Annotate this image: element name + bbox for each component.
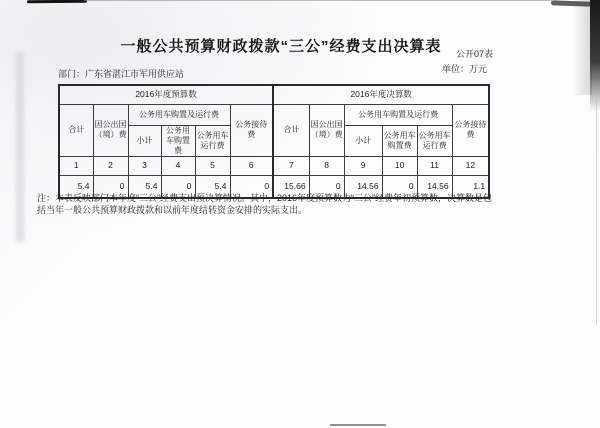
value-budget-vehicle-purchase: 0 (161, 175, 195, 198)
budget-header-vehicle-purchase: 公务用车购置费 (161, 125, 195, 156)
footnote-line-2: 括当年一般公共预算财政拨款和以前年度结转资金安排的实际支出。 (37, 205, 308, 215)
table-row-column-numbers (59, 156, 489, 175)
final-header-total: 合计 (273, 104, 309, 156)
final-header-vehicle-operation: 公务用车运行费 (417, 125, 452, 156)
scan-artifact-right-shadow (572, 0, 592, 95)
department-label: 部门：广东省湛江市军用供应站 (58, 69, 185, 79)
final-header-vehicle-group: 公务用车购置及运行费 (344, 104, 452, 125)
scan-artifact-top-mark (27, 0, 87, 3)
value-final-vehicle-subtotal: 14.56 (344, 175, 382, 198)
column-number: 6 (230, 156, 273, 175)
column-number: 10 (382, 156, 417, 175)
final-header-vehicle-subtotal: 小计 (344, 125, 382, 156)
year-header-budget: 2016年度预算数 (59, 85, 273, 104)
value-final-vehicle-operation: 14.56 (417, 175, 452, 198)
scan-artifact-bottom-line (330, 424, 386, 426)
column-number: 5 (195, 156, 230, 175)
table-footnote (37, 192, 572, 216)
scan-artifact-right-hairline (596, 95, 597, 325)
budget-header-vehicle-group: 公务用车购置及运行费 (128, 104, 230, 125)
table-row-year-headers (59, 85, 489, 104)
column-number: 1 (59, 156, 93, 175)
value-final-vehicle-purchase: 0 (382, 175, 417, 198)
budget-header-abroad: 因公出国（境）费 (93, 104, 128, 156)
column-number: 12 (452, 156, 489, 175)
value-final-reception: 1.1 (452, 175, 489, 198)
final-header-abroad: 因公出国（境）费 (309, 104, 344, 156)
budget-header-vehicle-subtotal: 小计 (128, 125, 161, 156)
final-header-reception: 公务接待费 (452, 104, 489, 156)
budget-header-vehicle-operation: 公务用车运行费 (195, 125, 230, 156)
document-title: 一般公共预算财政拨款“三公”经费支出决算表 (120, 38, 442, 55)
table-row-group-headers (59, 104, 489, 125)
value-budget-reception: 0 (230, 175, 273, 198)
column-number: 4 (161, 156, 195, 175)
column-number: 2 (93, 156, 128, 175)
final-header-vehicle-purchase: 公务用车购置费 (382, 125, 417, 156)
value-budget-abroad: 0 (93, 175, 128, 198)
year-header-final: 2016年度决算数 (273, 85, 489, 104)
form-code-label: 公开07表 (455, 49, 493, 59)
unit-label: 单位：万元 (441, 64, 487, 74)
budget-header-reception: 公务接待费 (230, 104, 273, 156)
value-final-total: 15.66 (273, 175, 309, 198)
column-number: 3 (128, 156, 161, 175)
footnote-line-1: 注：本表反映部门本年度“三公”经费支出预决算情况。其中，2016年度预算数为“三公”经费年初预算数，决算数是包 (37, 193, 493, 203)
scan-artifact-right-strip (590, 0, 600, 112)
scan-artifact-left-streak (16, 52, 24, 242)
column-number: 7 (273, 156, 309, 175)
value-budget-vehicle-operation: 5.4 (195, 175, 230, 198)
column-number: 9 (344, 156, 382, 175)
budget-header-total: 合计 (59, 104, 93, 156)
scan-artifact-top-line (84, 0, 552, 1)
value-final-abroad: 0 (309, 175, 344, 198)
value-budget-vehicle-subtotal: 5.4 (128, 175, 161, 198)
three-public-expense-table (58, 84, 490, 199)
value-budget-total: 5.4 (59, 175, 93, 198)
column-number: 11 (417, 156, 452, 175)
column-number: 8 (309, 156, 344, 175)
